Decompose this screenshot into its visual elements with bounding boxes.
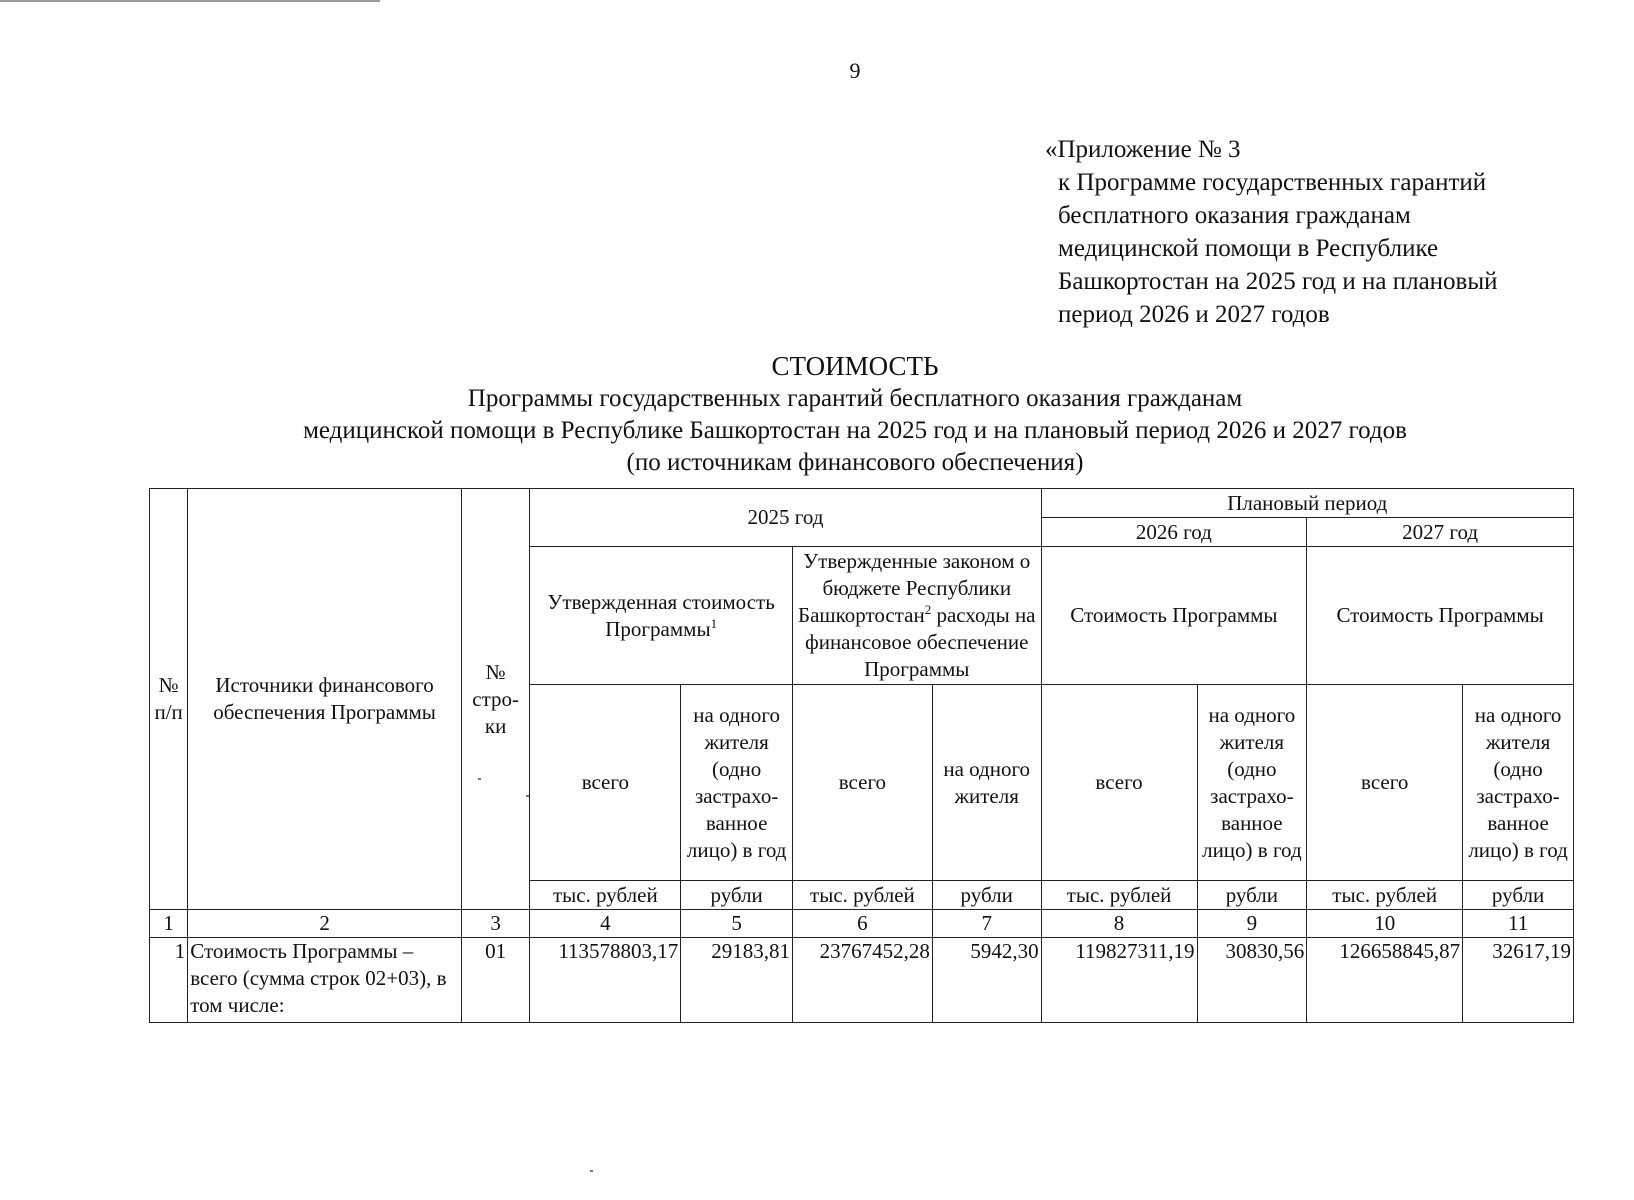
row-value: 5942,30	[932, 938, 1041, 1023]
row-value: 23767452,28	[792, 938, 932, 1023]
column-number: 3	[461, 910, 529, 938]
unit-cell: рубли	[932, 881, 1041, 910]
header-year-2026: 2026 год	[1041, 518, 1307, 547]
column-number: 8	[1041, 910, 1197, 938]
header-year-2027: 2027 год	[1307, 518, 1574, 547]
column-number: 10	[1307, 910, 1463, 938]
row-value: 29183,81	[681, 938, 793, 1023]
header-total: всего	[1041, 685, 1197, 881]
unit-cell: тыс. рублей	[792, 881, 932, 910]
cost-table	[149, 488, 1574, 1023]
appendix-line: к Программе государственных гарантий	[1058, 169, 1487, 196]
header-per-insured: на одного жителя (одно застрахо-ванное лицо) в год	[1197, 685, 1307, 881]
header-planned-period: Плановый период	[1041, 489, 1573, 518]
appendix-line: «Приложение № 3	[1045, 136, 1241, 163]
header-program-cost-2026: Стоимость Программы	[1041, 547, 1307, 685]
row-source: Стоимость Программы – всего (сумма строк 02+03), в том числе:	[188, 938, 462, 1023]
footnote-ref: 2	[924, 602, 932, 617]
approved-cost-text: Утвержденная стоимость Программы	[547, 589, 775, 641]
header-year-2025: 2025 год	[530, 489, 1041, 547]
appendix-line: Башкортостан на 2025 год и на плановый	[1058, 268, 1498, 295]
column-number: 11	[1463, 910, 1574, 938]
scan-speck	[526, 795, 529, 797]
row-value: 119827311,19	[1041, 938, 1197, 1023]
appendix-line: бесплатного оказания гражданам	[1058, 202, 1411, 229]
column-number: 6	[792, 910, 932, 938]
row-value: 113578803,17	[530, 938, 681, 1023]
appendix-reference	[1045, 133, 1498, 331]
column-number: 4	[530, 910, 681, 938]
row-num: 1	[150, 938, 188, 1023]
header-per-insured: на одного жителя (одно застрахо-ванное лицо) в год	[1463, 685, 1574, 881]
appendix-line: медицинской помощи в Республике	[1058, 235, 1439, 262]
header-total: всего	[1307, 685, 1463, 881]
header-sources: Источники финансового обеспечения Программы	[188, 489, 462, 910]
budget-law-text-2: расходы на финансовое обеспечение Программы	[805, 603, 1036, 681]
row-value: 30830,56	[1197, 938, 1307, 1023]
subtitle-line: медицинской помощи в Республике Башкортостан на 2025 год и на плановый период 2026 и 2027 годов	[303, 417, 1407, 444]
row-value: 32617,19	[1463, 938, 1574, 1023]
page-number: 9	[849, 58, 861, 83]
column-number: 9	[1197, 910, 1307, 938]
unit-cell: тыс. рублей	[530, 881, 681, 910]
header-per-resident: на одного жителя	[932, 685, 1041, 881]
header-program-cost-2027: Стоимость Программы	[1307, 547, 1574, 685]
table-row	[150, 938, 1574, 1023]
subtitle-line: Программы государственных гарантий бесплатного оказания гражданам	[467, 385, 1243, 412]
footnote-ref: 1	[710, 615, 718, 631]
header-total: всего	[792, 685, 932, 881]
document-subtitle	[0, 383, 1634, 479]
unit-cell: тыс. рублей	[1307, 881, 1463, 910]
header-num: № п/п	[150, 489, 188, 910]
header-budget-law	[792, 547, 1041, 685]
column-number-row	[150, 910, 1574, 938]
unit-cell: рубли	[681, 881, 793, 910]
column-number: 2	[188, 910, 462, 938]
appendix-line: период 2026 и 2027 годов	[1058, 301, 1330, 328]
unit-cell: рубли	[1197, 881, 1307, 910]
row-value: 126658845,87	[1307, 938, 1463, 1023]
budget-law-text: Утвержденные законом о бюджете Республики Башкортостан	[798, 549, 1031, 627]
column-number: 1	[150, 910, 188, 938]
subtitle-line: (по источникам финансового обеспечения)	[626, 449, 1084, 476]
row-code: 01	[461, 938, 529, 1023]
scan-speck	[590, 1170, 593, 1172]
unit-cell: рубли	[1463, 881, 1574, 910]
document-title: СТОИМОСТЬ	[771, 351, 939, 381]
scan-edge-line	[0, 0, 380, 2]
header-total: всего	[530, 685, 681, 881]
scan-speck	[478, 778, 481, 780]
column-number: 5	[681, 910, 793, 938]
column-number: 7	[932, 910, 1041, 938]
header-approved-cost	[530, 547, 793, 685]
unit-cell: тыс. рублей	[1041, 881, 1197, 910]
header-row-no: № стро-ки	[461, 489, 529, 910]
header-per-insured: на одного жителя (одно застрахо-ванное лицо) в год	[681, 685, 793, 881]
